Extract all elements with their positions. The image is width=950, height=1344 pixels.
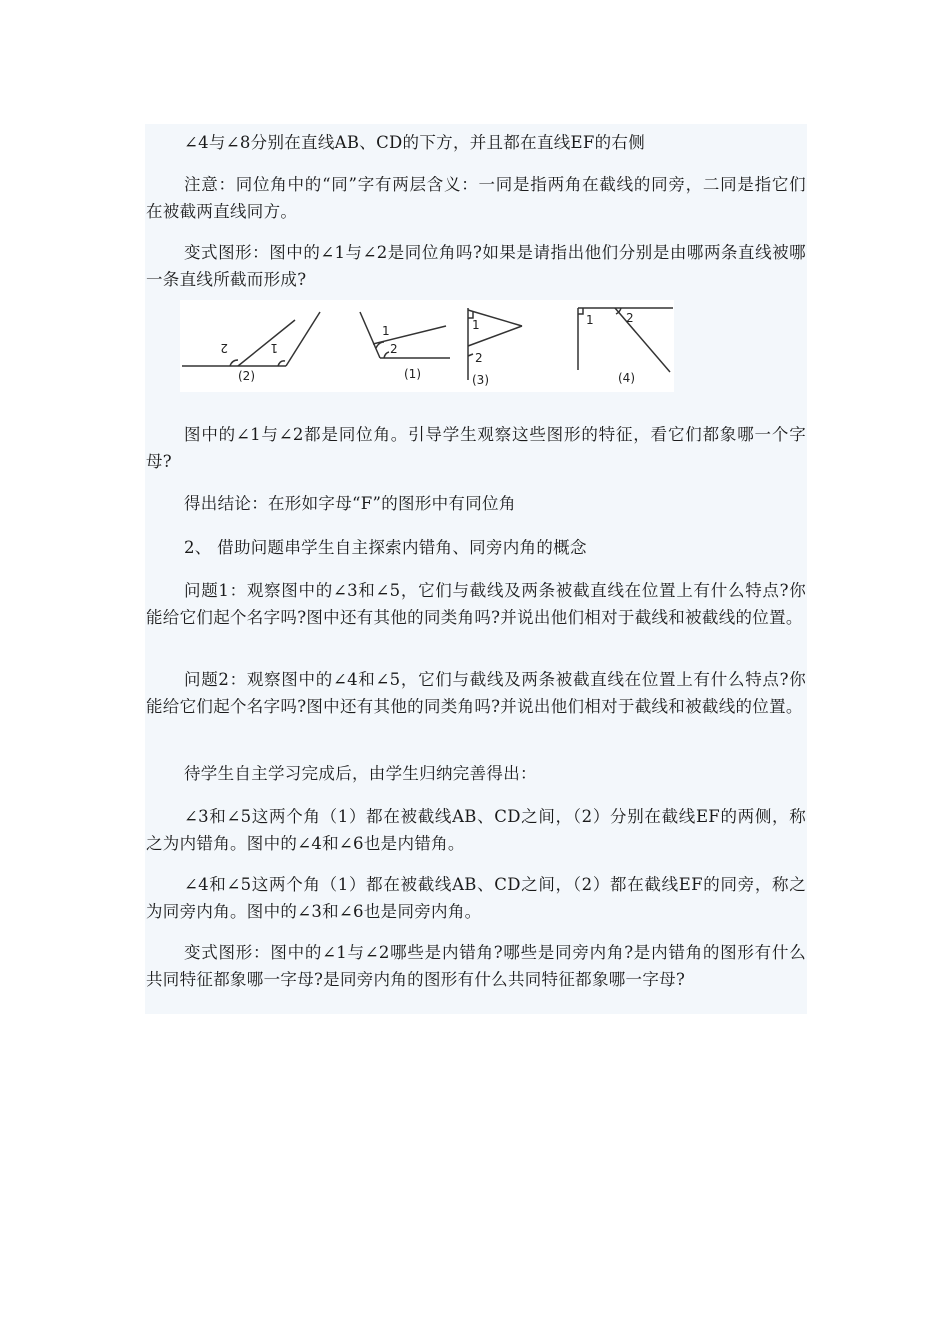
fig3-angle-label-a: 1 — [472, 318, 480, 332]
paragraph-variant-figure-1: 变式图形：图中的∠1与∠2是同位角吗?如果是请指出他们分别是由哪两条直线被哪一条直线所截而形成? — [146, 243, 806, 289]
fig4-angle-label-b: 2 — [626, 311, 634, 325]
fig1-angle-arc-1 — [278, 361, 285, 366]
fig1-slant-line-a — [238, 320, 295, 366]
fig3-caption: (3) — [472, 373, 489, 387]
fig4-diagonal-line — [615, 308, 670, 372]
fig2-angle-label-a: 1 — [382, 324, 390, 338]
fig1-caption: (2) — [238, 369, 255, 383]
paragraph-variant-figure-2: 变式图形：图中的∠1与∠2哪些是内错角?哪些是同旁内角?是内错角的图形有什么共同特征都象哪一字母?是同旁内角的图形有什么共同特征都象哪一字母? — [146, 943, 806, 989]
fig1-angle-label-b: 1 — [270, 341, 278, 355]
paragraph-same-side-interior: ∠4和∠5这两个角（1）都在被截线AB、CD之间，（2）都在截线EF的同旁，称之为同旁内角。图中的∠3和∠6也是同旁内角。 — [146, 875, 806, 921]
fig2-slant-line — [360, 312, 380, 358]
fig1-angle-label-a: 2 — [220, 341, 228, 355]
fig4-caption: (4) — [618, 371, 635, 385]
paragraph-note: 注意：同位角中的“同”字有两层含义：一同是指两角在截线的同旁，二同是指它们在被截两直线同方。 — [146, 175, 806, 221]
paragraph-angle-4-8: ∠4与∠8分别在直线AB、CD的下方，并且都在直线EF的右侧 — [184, 133, 646, 152]
paragraph-student-summary: 待学生自主学习完成后，由学生归纳完善得出： — [184, 764, 537, 783]
paragraph-section-2: 2、 借助问题串学生自主探索内错角、同旁内角的概念 — [184, 538, 587, 557]
paragraph-conclusion-f: 得出结论：在形如字母“F”的图形中有同位角 — [184, 494, 516, 513]
paragraph-alternate-interior: ∠3和∠5这两个角（1）都在被截线AB、CD之间，（2）分别在截线EF的两侧，称之为内错角。图中的∠4和∠6也是内错角。 — [146, 807, 806, 853]
fig2-caption: (1) — [404, 367, 421, 381]
fig4-angle-label-a: 1 — [586, 313, 594, 327]
fig1-slant-line-b — [286, 312, 320, 366]
fig2-angle-arc-2 — [384, 352, 389, 358]
fig2-angle-label-b: 2 — [390, 342, 398, 356]
paragraph-corresponding-angles: 图中的∠1与∠2都是同位角。引导学生观察这些图形的特征，看它们都象哪一个字母? — [146, 425, 806, 471]
fig1-angle-arc-2 — [230, 360, 238, 366]
paragraph-question-2: 问题2：观察图中的∠4和∠5，它们与截线及两条被截直线在位置上有什么特点?你能给它们起个名字吗?图中还有其他的同类角吗?并说出他们相对于截线和被截线的位置。 — [146, 670, 806, 716]
paragraph-question-1: 问题1：观察图中的∠3和∠5，它们与截线及两条被截直线在位置上有什么特点?你能给它们起个名字吗?图中还有其他的同类角吗?并说出他们相对于截线和被截线的位置。 — [146, 581, 806, 627]
fig3-angle-label-b: 2 — [475, 351, 483, 365]
angle-figures — [180, 300, 674, 392]
angle-figures-svg — [180, 300, 674, 392]
